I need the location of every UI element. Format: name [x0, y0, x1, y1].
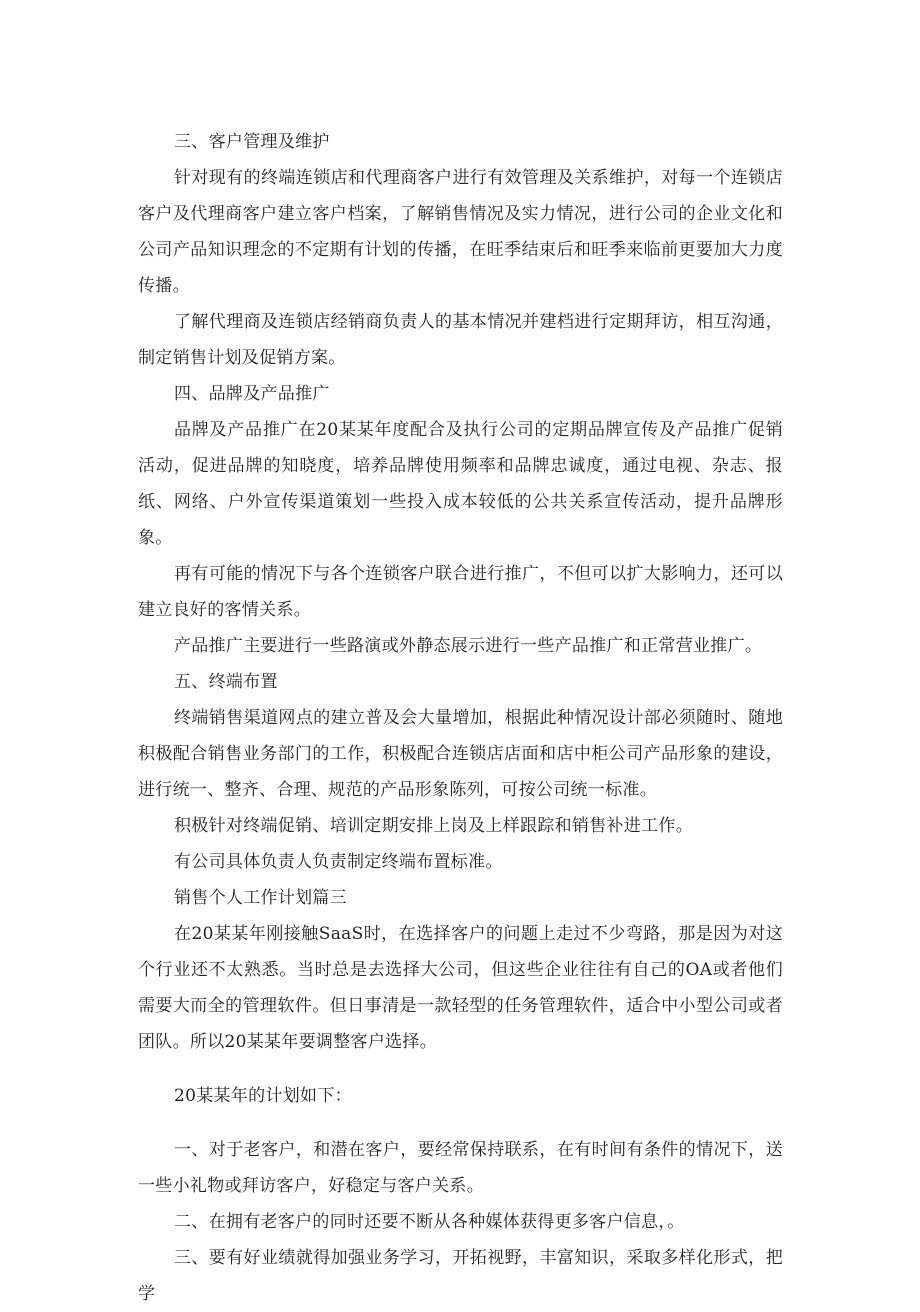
section-heading-terminal-layout: 五、终端布置 [174, 672, 278, 692]
paragraph-customer-archive: 针对现有的终端连锁店和代理商客户进行有效管理及关系维护，对每一个连锁店客户及代理商客户建立客户档案，了解销售情况及实力情况，进行公司的企业文化和公司产品知识理念的不定期有计划的传播，在旺季结束后和旺季来临前更要加大力度传播。 [138, 168, 783, 296]
paragraph-saas-experience: 在20某某年刚接触SaaS时，在选择客户的问题上走过不少弯路，那是因为对这个行业还不太熟悉。当时总是去选择大公司，但这些企业往往有自己的OA或者他们需要大而全的管理软件。但日事清是一款轻型的任务管理软件，适合中小型公司或者团队。所以20某某年要调整客户选择。 [138, 924, 783, 1052]
spacer [138, 1114, 783, 1132]
paragraph-roadshow: 产品推广主要进行一些路演或外静态展示进行一些产品推广和正常营业推广。 [174, 636, 763, 656]
paragraph-layout-standard: 有公司具体负责人负责制定终端布置标准。 [174, 852, 503, 872]
paragraph-joint-promotion: 再有可能的情况下与各个连锁客户联合进行推广，不但可以扩大影响力，还可以建立良好的客情关系。 [138, 564, 783, 620]
section-heading-customer-management: 三、客户管理及维护 [174, 132, 330, 152]
document-body [138, 124, 783, 1312]
paragraph-terminal-promotion: 积极针对终端促销、培训定期安排上岗及上样跟踪和销售补进工作。 [174, 816, 693, 836]
paragraph-terminal-network: 终端销售渠道网点的建立普及会大量增加，根据此种情况设计部必须随时、随地积极配合销售业务部门的工作，积极配合连锁店店面和店中柜公司产品形象的建设，进行统一、整齐、合理、规范的产品形象陈列，可按公司统一标准。 [138, 708, 783, 800]
section-heading-plan-part-three: 销售个人工作计划篇三 [174, 888, 347, 908]
section-heading-brand-promotion: 四、品牌及产品推广 [174, 384, 330, 404]
paragraph-plan-item-1: 一、对于老客户，和潜在客户，要经常保持联系，在有时间有条件的情况下，送一些小礼物或拜访客户，好稳定与客户关系。 [138, 1140, 783, 1196]
paragraph-plan-intro: 20某某年的计划如下： [174, 1086, 352, 1106]
paragraph-dealer-visits: 了解代理商及连锁店经销商负责人的基本情况并建档进行定期拜访，相互沟通，制定销售计划及促销方案。 [138, 312, 783, 368]
paragraph-plan-item-3: 三、要有好业绩就得加强业务学习，开拓视野，丰富知识，采取多样化形式，把学 [138, 1248, 783, 1304]
spacer [138, 1060, 783, 1078]
paragraph-brand-activities: 品牌及产品推广在20某某年度配合及执行公司的定期品牌宣传及产品推广促销活动，促进品牌的知晓度，培养品牌使用频率和品牌忠诚度，通过电视、杂志、报纸、网络、户外宣传渠道策划一些投入成本较低的公共关系宣传活动，提升品牌形象。 [138, 420, 783, 548]
paragraph-plan-item-2: 二、在拥有老客户的同时还要不断从各种媒体获得更多客户信息，。 [174, 1212, 685, 1232]
